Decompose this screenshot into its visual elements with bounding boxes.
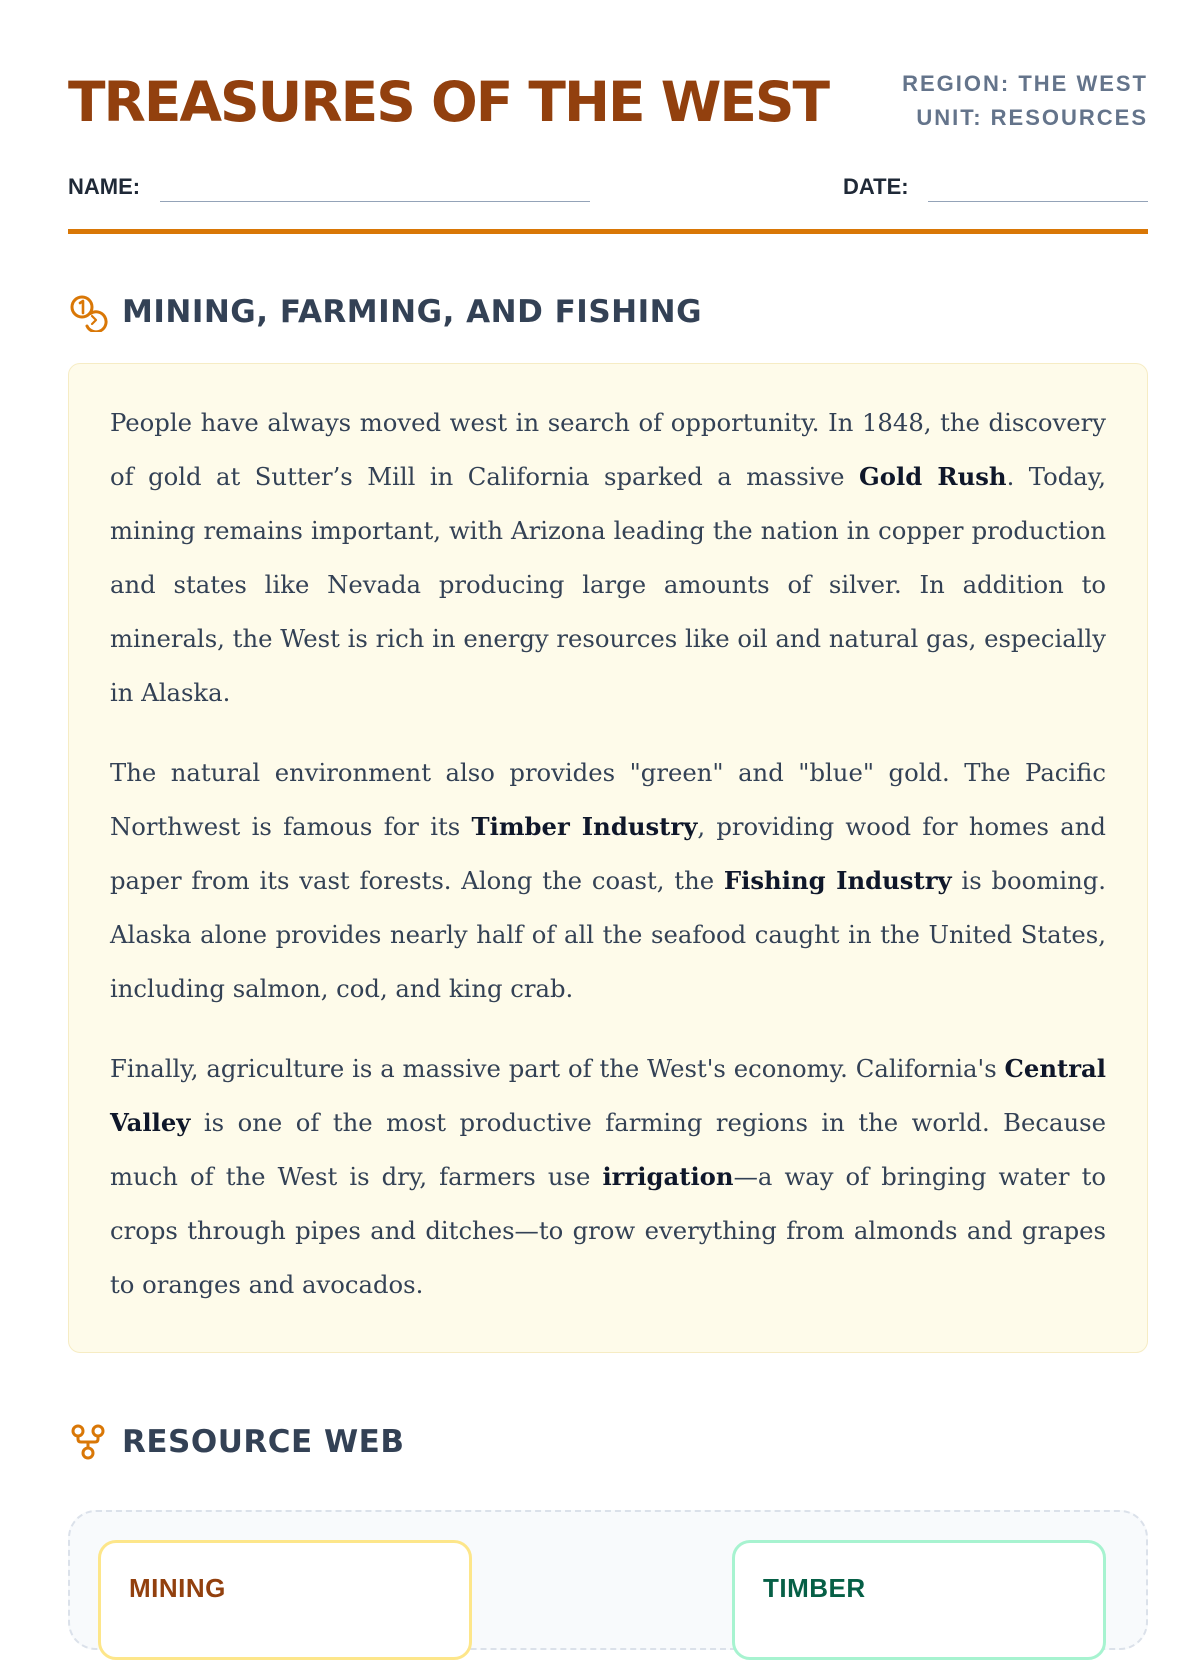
node-label: TIMBER (763, 1573, 866, 1603)
resource-web (68, 1510, 1148, 1650)
region-label: REGION: THE WEST (902, 71, 1148, 96)
coins-icon (68, 292, 108, 332)
key-term: Central Valley (110, 1054, 1106, 1137)
reading-passage (68, 363, 1148, 1353)
name-date-row (68, 168, 1148, 208)
worksheet-page (68, 0, 1148, 1603)
section-heading-resources (68, 292, 702, 332)
header-divider (68, 229, 1148, 234)
network-icon (68, 1422, 108, 1462)
date-label: DATE: (843, 174, 909, 199)
node-label: MINING (129, 1573, 226, 1603)
paragraph (110, 396, 1106, 720)
paragraph-text: —a way of bringing water to crops through pipes and ditches—to grow everything from almonds and grapes to oranges and avocados. (110, 1162, 1106, 1299)
paragraph (110, 746, 1106, 1016)
key-term: irrigation (602, 1162, 734, 1191)
paragraph-text: . Today, mining remains important, with Arizona leading the nation in copper production and states like Nevada producing large amounts of silver. In addition to minerals, the West is rich in energy resources like oil and natural gas, especially in Alaska. (110, 462, 1106, 707)
worksheet-meta (902, 67, 1148, 135)
paragraph-text: , providing wood for homes and paper from its vast forests. Along the coast, the (110, 812, 1106, 895)
key-term: Gold Rush (859, 462, 1007, 491)
section-title: MINING, FARMING, AND FISHING (122, 294, 703, 330)
node-mining[interactable] (98, 1540, 472, 1660)
node-timber[interactable] (732, 1540, 1106, 1660)
key-term: Fishing Industry (723, 866, 952, 895)
section-heading-web (68, 1422, 405, 1462)
key-term: Timber Industry (471, 812, 698, 841)
section-title: RESOURCE WEB (122, 1424, 405, 1460)
paragraph-text: is booming. Alaska alone provides nearly half of all the seafood caught in the United States, including salmon, cod, and king crab. (110, 866, 1107, 1003)
paragraph-text: is one of the most productive farming regions in the world. Because much of the West is dry, farmers use (110, 1108, 1106, 1191)
unit-label: UNIT: RESOURCES (916, 105, 1148, 130)
paragraph-text: The natural environment also provides "green" and "blue" gold. The Pacific Northwest is famous for its (110, 758, 1106, 841)
paragraph-text: Finally, agriculture is a massive part of the West's economy. California's (110, 1054, 1005, 1083)
paragraph (110, 1042, 1106, 1312)
paragraph-text: People have always moved west in search of opportunity. In 1848, the discovery of gold at Sutter’s Mill in California sparked a massive (110, 408, 1106, 491)
date-field[interactable] (928, 201, 1148, 202)
page-title: TREASURES OF THE WEST (68, 70, 829, 134)
name-label: NAME: (68, 174, 141, 199)
name-field[interactable] (160, 201, 590, 202)
